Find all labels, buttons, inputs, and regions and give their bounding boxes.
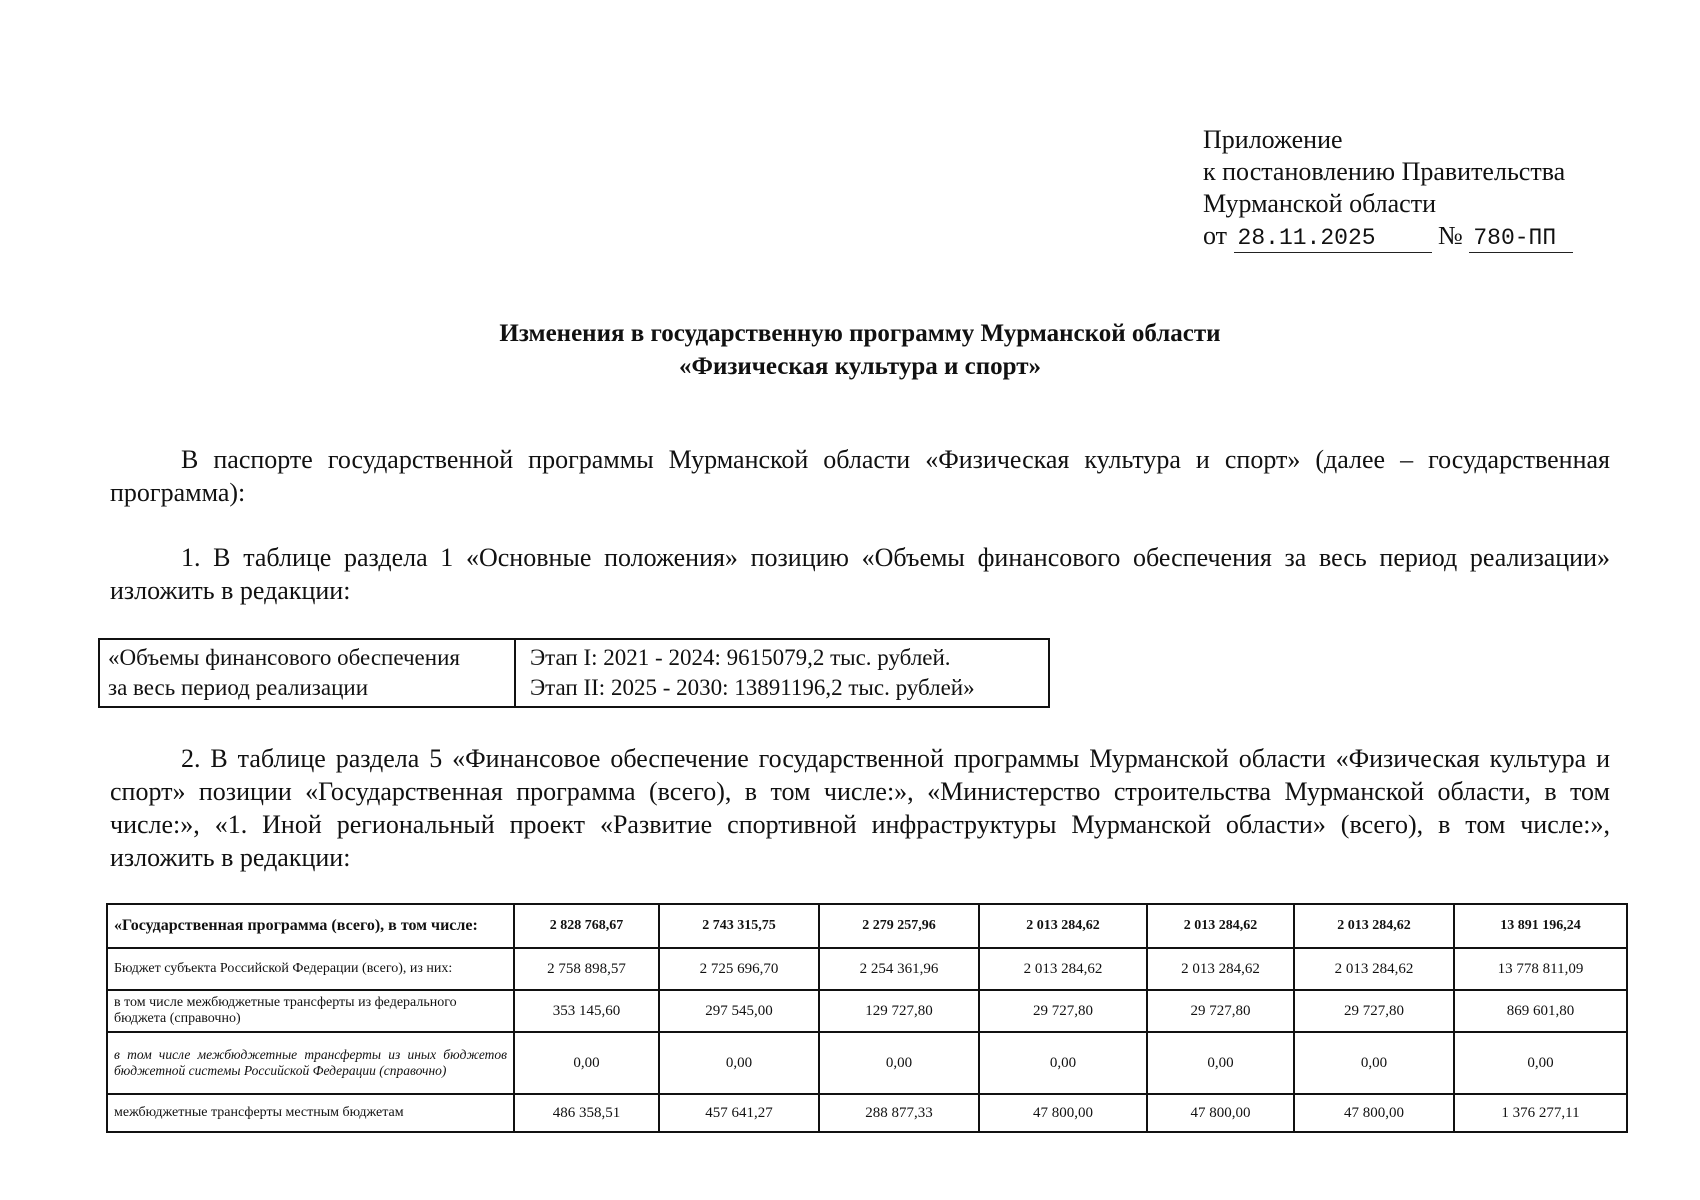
title-line-2: «Физическая культура и спорт» [678,353,1042,380]
table-cell: 129 727,80 [819,990,979,1032]
row-label: межбюджетные трансферты местным бюджетам [107,1094,514,1132]
table-cell: 47 800,00 [979,1094,1147,1132]
table-cell-total: 0,00 [1454,1032,1627,1094]
table-cell-total: 13 891 196,24 [1454,904,1627,948]
table-cell: 2 279 257,96 [819,904,979,948]
table-cell: 2 013 284,62 [979,948,1147,990]
financing-table [106,903,1628,1133]
table-cell: 2 013 284,62 [1147,904,1294,948]
table-cell: 0,00 [819,1032,979,1094]
intro-text: В паспорте государственной программы Мурманской области «Физическая культура и спорт» (далее – государственная программа): [110,445,1610,507]
funding-label-line-1: «Объемы финансового обеспечения [108,645,460,670]
table-cell: 2 758 898,57 [514,948,659,990]
number-prefix: № [1438,221,1463,250]
appendix-line-2: к постановлению Правительства [1203,157,1566,186]
table-row [107,948,1627,990]
table-cell: 47 800,00 [1147,1094,1294,1132]
funding-volume-value [515,639,1049,707]
table-cell: 2 743 315,75 [659,904,819,948]
table-cell: 0,00 [979,1032,1147,1094]
item-2-text: 2. В таблице раздела 5 «Финансовое обеспечение государственной программы Мурманской области «Физическая культура и спорт» позиции «Государственная программа (всего), в том числе:», «Министерство строительства Мурманской области, в том числе:», «1. Иной региональный проект «Развитие спортивной инфраструктуры Мурманской области» (всего), в том числе:», изложить в редакции: [110,744,1610,872]
table-cell: 29 727,80 [1294,990,1454,1032]
table-cell: 2 013 284,62 [979,904,1147,948]
table-row [107,1032,1627,1094]
appendix-line-1: Приложение [1203,125,1343,154]
resolution-number: 780-ПП [1469,225,1573,253]
table-cell-total: 13 778 811,09 [1454,948,1627,990]
table-cell: 47 800,00 [1294,1094,1454,1132]
table-cell: 2 828 768,67 [514,904,659,948]
table-cell-total: 1 376 277,11 [1454,1094,1627,1132]
row-label: Бюджет субъекта Российской Федерации (всего), из них: [107,948,514,990]
appendix-date-line [1203,220,1573,253]
table-cell: 353 145,60 [514,990,659,1032]
table-cell: 288 877,33 [819,1094,979,1132]
stage-2-text: Этап II: 2025 - 2030: 13891196,2 тыс. рублей» [530,675,975,700]
table-cell: 29 727,80 [1147,990,1294,1032]
intro-paragraph [110,443,1610,509]
item-2-paragraph [110,742,1610,874]
table-cell: 297 545,00 [659,990,819,1032]
title-line-1: Изменения в государственную программу Мурманской области [499,320,1221,347]
table-cell: 2 725 696,70 [659,948,819,990]
table-cell: 2 013 284,62 [1147,948,1294,990]
row-label: «Государственная программа (всего), в том числе: [107,904,514,948]
table-row [107,990,1627,1032]
item-1-paragraph [110,541,1610,607]
table-row [107,1094,1627,1132]
funding-volume-table [98,638,1050,708]
row-label: в том числе межбюджетные трансферты из федерального бюджета (справочно) [107,990,514,1032]
table-cell: 2 013 284,62 [1294,948,1454,990]
funding-volume-label [99,639,515,707]
table-cell: 0,00 [659,1032,819,1094]
resolution-date: 28.11.2025 [1234,225,1432,253]
table-row [107,904,1627,948]
table-cell-total: 869 601,80 [1454,990,1627,1032]
row-label: в том числе межбюджетные трансферты из иных бюджетов бюджетной системы Российской Федерации (справочно) [107,1032,514,1094]
table-cell: 0,00 [1147,1032,1294,1094]
document-title [110,317,1610,383]
table-cell: 0,00 [1294,1032,1454,1094]
table-cell: 2 013 284,62 [1294,904,1454,948]
date-prefix: от [1203,221,1228,250]
table-cell: 29 727,80 [979,990,1147,1032]
table-cell: 0,00 [514,1032,659,1094]
table-cell: 2 254 361,96 [819,948,979,990]
stage-1-text: Этап I: 2021 - 2024: 9615079,2 тыс. рублей. [530,645,951,670]
appendix-line-3: Мурманской области [1203,189,1436,218]
appendix-header [1203,124,1573,253]
funding-volume-row [99,639,1049,707]
table-cell: 457 641,27 [659,1094,819,1132]
table-cell: 486 358,51 [514,1094,659,1132]
funding-label-line-2: за весь период реализации [108,675,369,700]
item-1-text: 1. В таблице раздела 1 «Основные положения» позицию «Объемы финансового обеспечения за весь период реализации» изложить в редакции: [110,543,1610,605]
